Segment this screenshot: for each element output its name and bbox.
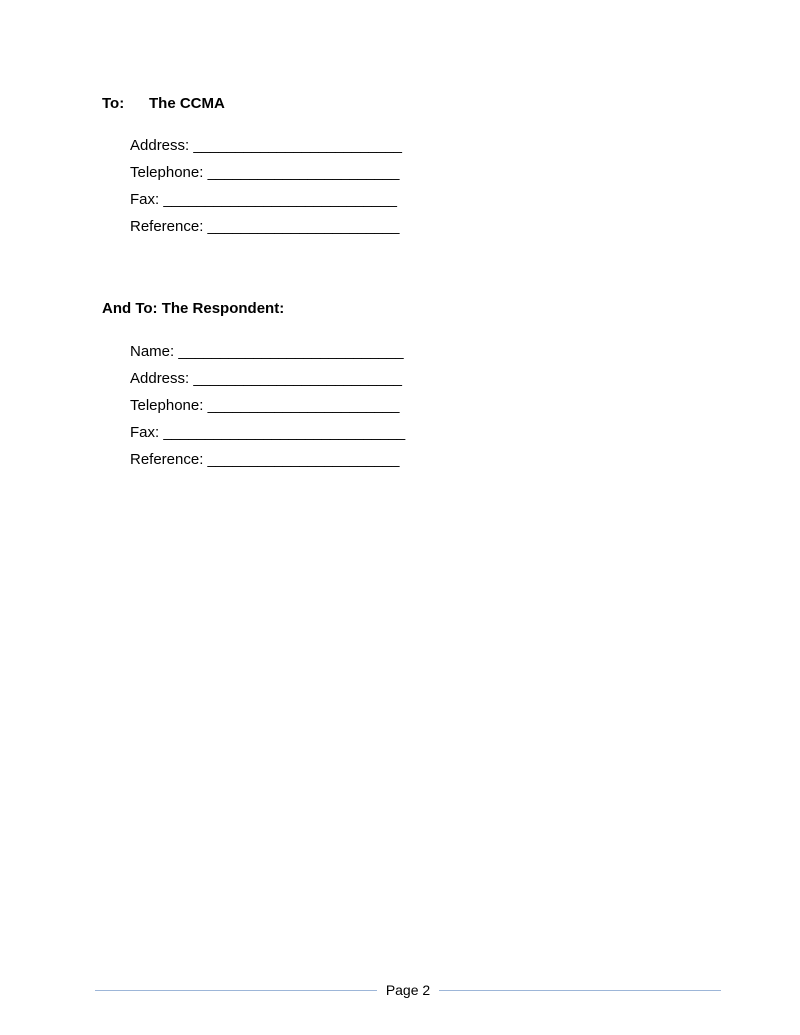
ccma-fax-field: Fax: ____________________________: [130, 191, 397, 208]
respondent-name-field: Name: ___________________________: [130, 343, 404, 360]
respondent-contact-fields: [130, 343, 405, 478]
to-label: To:: [102, 95, 125, 112]
respondent-fax-field: Fax: _____________________________: [130, 424, 406, 441]
ccma-telephone-field: Telephone: _______________________: [130, 164, 400, 181]
respondent-telephone-field: Telephone: _______________________: [130, 397, 400, 414]
respondent-address-field: Address: _________________________: [130, 370, 402, 387]
ccma-contact-fields: [130, 137, 402, 245]
ccma-address-field: Address: _________________________: [130, 137, 402, 154]
page-footer: [95, 980, 721, 1000]
respondent-heading: And To: The Respondent:: [102, 300, 285, 317]
recipient-name: The CCMA: [149, 95, 225, 112]
footer-rule-left: [95, 990, 377, 991]
footer-rule-right: [439, 990, 721, 991]
page-number: Page 2: [385, 982, 431, 998]
respondent-reference-field: Reference: _______________________: [130, 451, 400, 468]
ccma-reference-field: Reference: _______________________: [130, 218, 400, 235]
to-heading: [102, 95, 225, 112]
